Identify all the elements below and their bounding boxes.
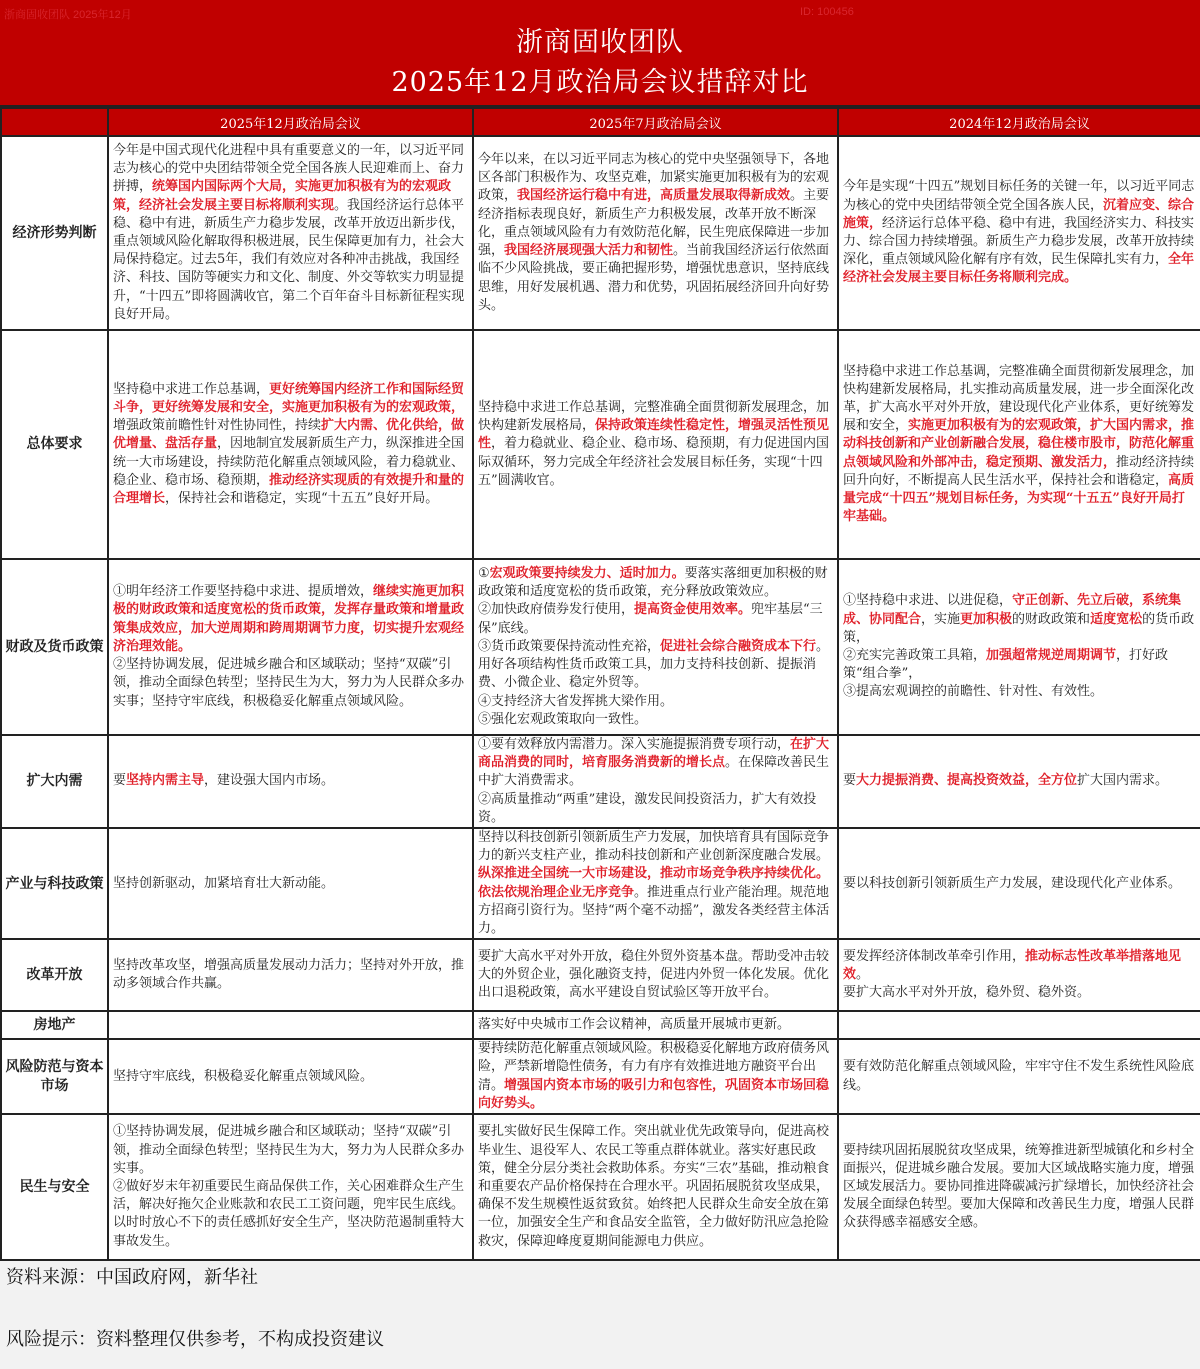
highlighted-text: 扩大内需、优化供给，做优增量、盘活存量 [113, 418, 465, 452]
cell-2025-dec [108, 828, 473, 939]
paragraph [478, 601, 833, 637]
highlighted-text: 更好统筹国内经济工作和国际经贸斗争，更好统筹发展和安全，实施更加积极有为的宏观政策， [113, 381, 465, 415]
body-text: 的货币政策， [843, 611, 1195, 645]
body-text: 坚持稳中求进工作总基调， [113, 381, 270, 397]
paragraph [843, 363, 1196, 527]
paragraph [843, 875, 1196, 893]
row-category: 扩大内需 [1, 735, 108, 828]
body-text: 要落实落细更加积极的财政政策和适度宽松的货币政策，充分释放政策效应。 [478, 566, 828, 600]
paragraph [113, 656, 468, 711]
body-text: 坚持守牢底线，积极稳妥化解重点领域风险。 [113, 1068, 374, 1084]
body-text: 要持续防范化解重点领域风险。积极稳妥化解地方政府债务风险，严禁新增隐性债务，有力有序有效推进地方融资平台出清。 [478, 1041, 830, 1093]
cell-2025-jul [473, 735, 838, 828]
cell-2025-dec [108, 1114, 473, 1260]
cell-2025-jul [473, 1039, 838, 1114]
cell-2025-jul [473, 136, 838, 330]
paragraph [843, 772, 1196, 790]
body-text: ①要有效释放内需潜力。深入实施提振消费专项行动， [478, 737, 791, 752]
paragraph [843, 984, 1196, 1002]
table-row [1, 559, 1200, 735]
row-category: 经济形势判断 [1, 136, 108, 330]
row-category: 财政及货币政策 [1, 559, 108, 735]
body-text: 今年以来，在以习近平同志为核心的党中央坚强领导下，各地区各部门积极作为、攻坚克难，加紧实施更加积极有为的宏观政策， [478, 152, 830, 204]
body-text: ，着力稳就业、稳企业、稳市场、稳预期，有力促进国内国际双循环，努力完成全年经济社会发展目标任务，实现“十四五”圆满收官。 [478, 436, 830, 488]
highlighted-text: 提高资金使用效率。 [634, 602, 752, 618]
cell-2025-dec [108, 1039, 473, 1114]
paragraph [113, 772, 468, 790]
body-text: ②加快政府债券发行使用， [478, 602, 635, 618]
body-text: ②高质量推动“两重”建设，激发民间投资活力，扩大有效投资。 [478, 791, 817, 825]
body-text: 。 [856, 967, 870, 983]
body-text: ②坚持协调发展，促进城乡融合和区域联动；坚持“双碳”引领，推动全面绿色转型；坚持民生为大，努力为人民群众多办实事；坚持守牢底线，积极稳妥化解重点领域风险。 [113, 657, 465, 709]
paragraph [478, 1123, 833, 1250]
cell-2024-dec [838, 136, 1200, 330]
body-text: ④支持经济大省发挥挑大梁作用。 [478, 693, 674, 709]
highlighted-text: 沉着应变、综合施策， [843, 197, 1195, 231]
highlighted-text: 推动标志性改革举措落地见效 [843, 948, 1182, 983]
cell-2024-dec [838, 1039, 1200, 1114]
paragraph [478, 151, 833, 315]
body-text: ②做好岁末年初重要民生商品保供工作，关心困难群众生产生活，解决好拖欠企业账款和农民工工资问题，兜牢民生底线。以时时放心不下的责任感抓好安全生产，坚决防范遏制重特大事故发生。 [113, 1178, 465, 1249]
highlighted-text: 统筹国内国际两个大局，实施更加积极有为的宏观政策，经济社会发展主要目标将顺利实现 [113, 179, 452, 213]
source-note: 资料来源：中国政府网，新华社 [6, 1267, 258, 1288]
body-text: ① [478, 566, 490, 582]
cell-2025-jul [473, 828, 838, 939]
paragraph [478, 736, 833, 791]
column-header-category [1, 108, 108, 136]
body-text: 增强政策前瞻性针对性协同性，持续 [113, 418, 322, 434]
highlighted-text: 加强超常规逆周期调节 [986, 648, 1117, 663]
body-text: ③货币政策要保持流动性充裕， [478, 638, 661, 654]
watermark-left: 浙商固收团队 2025年12月 [4, 9, 132, 21]
paragraph [478, 1040, 833, 1113]
body-text: 经济运行总体平稳、稳中有进，我国经济实力、科技实力、综合国力持续增强。新质生产力稳步发展，改革开放持续深化，重点领域风险化解有序有效，民生保障扎实有力， [843, 215, 1195, 268]
paragraph [478, 399, 833, 490]
cell-2024-dec [838, 828, 1200, 939]
body-text: 要以科技创新引领新质生产力发展，建设现代化产业体系。 [843, 875, 1182, 891]
header-row [1, 108, 1200, 136]
body-text: 。当前我国经济运行依然面临不少风险挑战，要正确把握形势，增强忧患意识，坚持底线思维，用好发展机遇、潜力和优势，巩固拓展经济回升向好势头。 [478, 243, 830, 313]
body-text: 要有效防范化解重点领域风险，牢牢守住不发生系统性风险底线。 [843, 1059, 1195, 1093]
highlighted-text: 适度宽松 [1090, 611, 1143, 627]
table-row [1, 136, 1200, 330]
body-text: 。我国经济运行总体平稳、稳中有进，新质生产力稳步发展，改革开放迈出新步伐，重点领域风险化解取得积极进展，民生保障更加有力，社会大局保持稳定。过去5年，我们有效应对各种冲击挑战，我国经济、科技、国防等硬实力和文化、制度、外交等软实力明显提升，“十四五”即将圆满收官，第二个百年奋斗目标新征程实现良好开局。 [113, 197, 465, 322]
body-text: 要扩大高水平对外开放，稳住外贸外资基本盘。帮助受冲击较大的外贸企业，强化融资支持，促进内外贸一体化发展。优化出口退税政策，高水平建设自贸试验区等开放平台。 [478, 948, 830, 1001]
highlighted-text: 增强国内资本市场的吸引力和包容性，巩固资本市场回稳向好势头。 [478, 1077, 830, 1111]
body-text: 坚持稳中求进工作总基调，完整准确全面贯彻新发展理念，加快构建新发展格局， [478, 399, 830, 434]
paragraph [843, 178, 1196, 287]
cell-2024-dec [838, 939, 1200, 1011]
body-text: ②充实完善政策工具箱， [843, 648, 987, 663]
column-header-2025-jul: 2025年7月政治局会议 [473, 108, 838, 136]
cell-2024-dec [838, 559, 1200, 735]
table-row [1, 735, 1200, 828]
body-text: 坚持创新驱动，加紧培育壮大新动能。 [113, 875, 335, 891]
highlighted-text: 我国经济运行稳中有进，高质量发展取得新成效 [517, 188, 791, 204]
highlighted-text: 守正创新、先立后破，系统集成、协同配合 [843, 593, 1182, 627]
cell-2025-jul [473, 939, 838, 1011]
cell-2025-dec [108, 1011, 473, 1039]
cell-2024-dec [838, 735, 1200, 828]
body-text: 要扎实做好民生保障工作。突出就业优先政策导向，促进高校毕业生、退役军人、农民工等重点群体就业。落实好惠民政策，健全分层分类社会救助体系。夯实“三农”基础，推动粮食和重要农产品价格保持在合理水平。巩固拓展脱贫攻坚成果，确保不发生规模性返贫致贫。始终把人民群众生命安全放在第一位，加强安全生产和食品安全监管，全力做好防汛应急抢险救灾，保障迎峰度夏期间能源电力供应。 [478, 1124, 830, 1249]
paragraph [843, 647, 1196, 683]
body-text: ③提高宏观调控的前瞻性、针对性、有效性。 [843, 684, 1104, 700]
paragraph [113, 957, 468, 993]
highlighted-text: 大力提振消费、提高投资效益，全方位 [856, 773, 1078, 789]
team-name: 浙商固收团队 [516, 27, 684, 58]
body-text: 要发挥经济体制改革牵引作用， [843, 948, 1026, 964]
paragraph [843, 592, 1196, 647]
risk-disclaimer: 风险提示：资料整理仅供参考，不构成投资建议 [6, 1329, 384, 1350]
body-text: ⑤强化宏观政策取向一致性。 [478, 711, 648, 727]
cell-2024-dec [838, 1011, 1200, 1039]
table-row [1, 1114, 1200, 1260]
highlighted-text: 更加积极 [960, 611, 1013, 627]
paragraph [843, 683, 1196, 701]
cell-2025-jul [473, 559, 838, 735]
cell-2024-dec [838, 330, 1200, 559]
paragraph [843, 948, 1196, 984]
highlighted-text: 我国经济展现强大活力和韧性 [504, 243, 674, 259]
cell-2025-dec [108, 939, 473, 1011]
body-text: 。用好各项结构性货币政策工具，加力支持科技创新、提振消费、小微企业、稳定外贸等。 [478, 638, 830, 691]
cell-2025-dec [108, 330, 473, 559]
row-category: 产业与科技政策 [1, 828, 108, 939]
highlighted-text: 全年经济社会发展主要目标任务将顺利完成。 [843, 252, 1195, 286]
body-text: 坚持改革攻坚，增强高质量发展动力活力；坚持对外开放，推动多领域合作共赢。 [113, 958, 465, 992]
row-category: 总体要求 [1, 330, 108, 559]
paragraph [478, 791, 833, 827]
paragraph [478, 638, 833, 693]
highlighted-text: 在扩大商品消费的同时，培育服务消费新的增长点 [478, 737, 830, 771]
body-text: ，因地制宜发展新质生产力，纵深推进全国统一大市场建设，持续防范化解重点领域风险，着力稳就业、稳企业、稳市场、稳预期， [113, 436, 465, 488]
row-category: 民生与安全 [1, 1114, 108, 1260]
cell-2025-jul [473, 1114, 838, 1260]
page-title: 2025年12月政治局会议措辞对比 [391, 67, 809, 98]
body-text: ，实施 [921, 611, 961, 627]
body-text: 今年是中国式现代化进程中具有重要意义的一年，以习近平同志为核心的党中央团结带领全党全国各族人民迎难而上、奋力拼搏， [113, 142, 465, 195]
body-text: 落实好中央城市工作会议精神，高质量开展城市更新。 [478, 1017, 791, 1033]
table-row [1, 1039, 1200, 1114]
paragraph [478, 693, 833, 711]
cell-2025-dec [108, 735, 473, 828]
table-row [1, 939, 1200, 1011]
body-text: 。在保障改善民生中扩大消费需求。 [478, 755, 830, 789]
body-text: ，打好政策“组合拳”， [843, 648, 1169, 682]
body-text: 要 [113, 773, 127, 789]
cell-2024-dec [838, 1114, 1200, 1260]
highlighted-text: 继续实施更加积极的财政政策和适度宽松的货币政策，发挥存量政策和增量政策集成效应，加大逆周期和跨周期调节力度，切实提升宏观经济治理效能。 [113, 584, 465, 654]
body-text: 要 [843, 773, 857, 789]
row-category: 风险防范与资本市场 [1, 1039, 108, 1114]
body-text: 坚持以科技创新引领新质生产力发展，加快培育具有国际竞争力的新兴支柱产业，推动科技创新和产业创新深度融合发展。 [478, 830, 830, 864]
table-row [1, 1011, 1200, 1039]
body-text: ①明年经济工作要坚持稳中求进、提质增效， [113, 584, 374, 600]
body-text: 推动经济持续回升向好，不断提高人民生活水平，保持社会和谐稳定， [843, 454, 1195, 488]
paragraph [113, 1123, 468, 1178]
paragraph [113, 1178, 468, 1251]
body-text: 坚持稳中求进工作总基调，完整准确全面贯彻新发展理念，加快构建新发展格局，扎实推动高质量发展，进一步全面深化改革，扩大高水平对外开放，建设现代化产业体系，更好统筹发展和安全， [843, 363, 1195, 434]
row-category: 房地产 [1, 1011, 108, 1039]
row-category: 改革开放 [1, 939, 108, 1011]
table-body [1, 136, 1200, 1260]
paragraph [478, 1016, 833, 1034]
body-text: 扩大国内需求。 [1077, 773, 1169, 789]
paragraph [478, 948, 833, 1003]
paragraph [843, 1142, 1196, 1233]
cell-2025-dec [108, 136, 473, 330]
highlighted-text: 宏观政策要持续发力、适时加力。 [489, 566, 685, 582]
title-banner [0, 0, 1200, 107]
highlighted-text: 纵深推进全国统一大市场建设，推动市场竞争秩序持续优化。依法依规治理企业无序竞争 [478, 866, 830, 900]
paragraph [478, 829, 833, 938]
body-text: 。主要经济指标表现良好，新质生产力积极发展，改革开放不断深化，重点领域风险有力有效防范化解，民生兜底保障进一步加强， [478, 188, 830, 259]
highlighted-text: 保持政策连续性稳定性，增强灵活性预见性 [478, 418, 830, 452]
paragraph [113, 142, 468, 324]
highlighted-text: 实施更加积极有为的宏观政策，扩大国内需求，推动科技创新和产业创新融合发展，稳住楼市股市，防范化解重点领域风险和外部冲击，稳定预期、激发活力， [843, 418, 1195, 470]
body-text: 。推进重点行业产能治理。规范地方招商引资行为。坚持“两个毫不动摇”，激发各类经营主体活力。 [478, 884, 830, 937]
highlighted-text: 高质量完成“十四五”规划目标任务，为实现“十五五”良好开局打牢基础。 [843, 472, 1195, 525]
watermark-right: ID: 100456 [800, 6, 854, 18]
highlighted-text: 推动经济实现质的有效提升和量的合理增长 [113, 472, 465, 506]
body-text: 要扩大高水平对外开放，稳外贸、稳外资。 [843, 985, 1091, 1001]
body-text: ，建设强大国内市场。 [204, 773, 335, 789]
body-text: ①坚持稳中求进、以进促稳， [843, 593, 1013, 609]
paragraph [478, 711, 833, 729]
column-header-2025-dec: 2025年12月政治局会议 [108, 108, 473, 136]
paragraph [478, 565, 833, 601]
table-row [1, 828, 1200, 939]
cell-2025-jul [473, 330, 838, 559]
body-text: 今年是实现“十四五”规划目标任务的关键一年，以习近平同志为核心的党中央团结带领全党全国各族人民， [843, 179, 1195, 213]
cell-2025-dec [108, 559, 473, 735]
paragraph [113, 1068, 468, 1086]
body-text: 兜牢基层“三保”底线。 [478, 602, 823, 636]
body-text: 的财政政策和 [1012, 611, 1091, 627]
highlighted-text: 坚持内需主导 [126, 773, 205, 789]
highlighted-text: 促进社会综合融资成本下行 [660, 638, 817, 654]
cell-2025-jul [473, 1011, 838, 1039]
comparison-table [0, 107, 1200, 1261]
paragraph [113, 583, 468, 656]
body-text: ，保持社会和谐稳定，实现“十五五”良好开局。 [165, 491, 439, 506]
paragraph [843, 1058, 1196, 1094]
body-text: ①坚持协调发展，促进城乡融合和区域联动；坚持“双碳”引领，推动全面绿色转型；坚持民生为大，努力为人民群众多办实事。 [113, 1124, 465, 1176]
paragraph [113, 875, 468, 893]
table-row [1, 330, 1200, 559]
body-text: 要持续巩固拓展脱贫攻坚成果，统筹推进新型城镇化和乡村全面振兴，促进城乡融合发展。要加大区域战略实施力度，增强区域发展活力。要协同推进降碳减污扩绿增长，加快经济社会发展全面绿色转型。要加大保障和改善民生力度，增强人民群众获得感幸福感安全感。 [843, 1142, 1195, 1231]
column-header-2024-dec: 2024年12月政治局会议 [838, 108, 1200, 136]
paragraph [113, 381, 468, 508]
